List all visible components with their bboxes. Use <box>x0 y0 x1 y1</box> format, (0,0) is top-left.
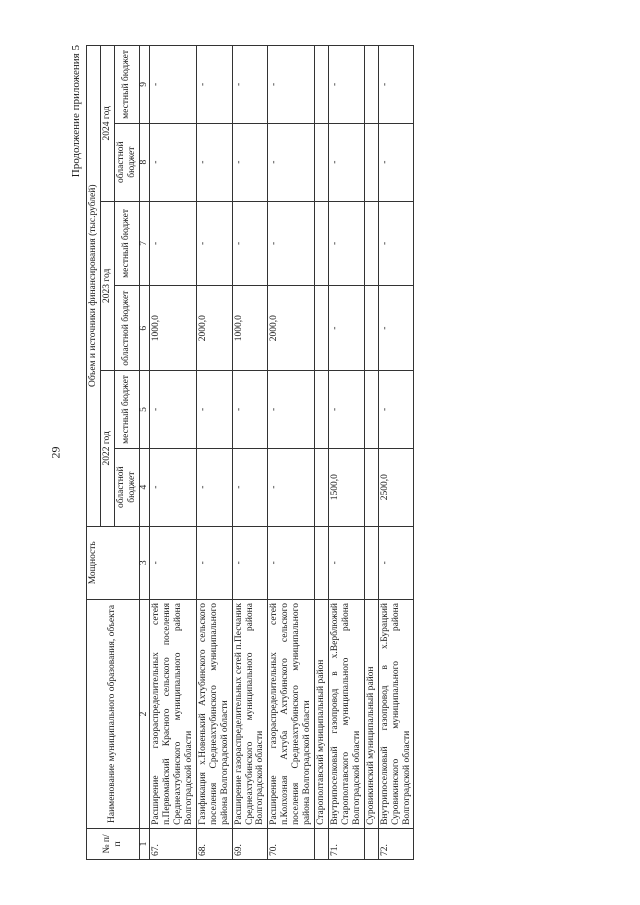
row-local-2022: - <box>268 371 315 449</box>
row-local-2022: - <box>232 371 268 449</box>
header-num: № п/п <box>87 828 140 859</box>
row-regional-2023: 1000,0 <box>150 286 197 371</box>
col-index: 2 <box>139 600 150 829</box>
row-regional-2022: 2500,0 <box>378 448 414 526</box>
table-row <box>150 46 197 860</box>
row-name: Расширение газораспределительных сетей п.Колхозная Ахтуба Ахтубинского сельского поселения Среднеахтубинского муниципального района Волгоградской области <box>268 600 315 829</box>
row-local-2024: - <box>196 46 232 124</box>
header-year-2023: 2023 год <box>100 201 114 371</box>
col-index: 3 <box>139 526 150 599</box>
row-regional-2023: 2000,0 <box>268 286 315 371</box>
continuation-label: Продолжение приложения 5 <box>70 45 82 178</box>
col-index: 9 <box>139 46 150 124</box>
section-row <box>315 46 329 860</box>
row-regional-2023: - <box>378 286 414 371</box>
col-index: 4 <box>139 448 150 526</box>
row-capacity: - <box>150 526 197 599</box>
row-capacity: - <box>232 526 268 599</box>
row-local-2024: - <box>150 46 197 124</box>
row-name: Внутрипоселковый газопровод в х.Бурацкий Суровикинского муниципального района Волгоградской области <box>378 600 414 829</box>
row-regional-2022: - <box>196 448 232 526</box>
rotated-page-content <box>70 45 580 860</box>
col-index: 8 <box>139 123 150 201</box>
row-local-2024: - <box>232 46 268 124</box>
section-name: Старополтавский муниципальный район <box>315 600 329 829</box>
row-local-2024: - <box>268 46 315 124</box>
row-regional-2024: - <box>378 123 414 201</box>
row-local-2023: - <box>378 201 414 286</box>
table-row <box>232 46 268 860</box>
row-local-2023: - <box>268 201 315 286</box>
row-local-2022: - <box>329 371 365 449</box>
table-row <box>268 46 315 860</box>
header-year-2022: 2022 год <box>100 371 114 526</box>
header-regional-2024: областной бюджет <box>114 123 139 201</box>
row-local-2023: - <box>329 201 365 286</box>
row-name: Расширение газораспределительных сетей п.Первомайский Красного сельского поселения Среднеахтубинского муниципального района Волгоградской области <box>150 600 197 829</box>
row-local-2024: - <box>329 46 365 124</box>
section-row <box>364 46 378 860</box>
row-num: 67. <box>150 828 197 859</box>
row-capacity: - <box>268 526 315 599</box>
header-finance: Объем и источники финансирования (тыс.рублей) <box>87 46 101 527</box>
row-regional-2023: 1000,0 <box>232 286 268 371</box>
row-regional-2023: - <box>329 286 365 371</box>
header-regional-2022: областной бюджет <box>114 448 139 526</box>
table-row <box>378 46 414 860</box>
row-regional-2024: - <box>232 123 268 201</box>
col-index: 1 <box>139 828 150 859</box>
row-local-2022: - <box>196 371 232 449</box>
row-regional-2024: - <box>329 123 365 201</box>
row-capacity: - <box>329 526 365 599</box>
row-regional-2024: - <box>268 123 315 201</box>
row-local-2022: - <box>378 371 414 449</box>
header-local-2023: местный бюджет <box>114 201 139 286</box>
row-local-2023: - <box>232 201 268 286</box>
section-name: Суровикинский муниципальный район <box>364 600 378 829</box>
header-local-2024: местный бюджет <box>114 46 139 124</box>
row-num: 70. <box>268 828 315 859</box>
header-regional-2023: областной бюджет <box>114 286 139 371</box>
row-num: 71. <box>329 828 365 859</box>
row-num: 68. <box>196 828 232 859</box>
table-row <box>196 46 232 860</box>
col-index: 6 <box>139 286 150 371</box>
row-regional-2023: 2000,0 <box>196 286 232 371</box>
page-number: 29 <box>48 446 63 459</box>
row-local-2024: - <box>378 46 414 124</box>
row-regional-2022: - <box>232 448 268 526</box>
header-year-2024: 2024 год <box>100 46 114 202</box>
row-regional-2022: - <box>268 448 315 526</box>
row-regional-2024: - <box>150 123 197 201</box>
financing-table <box>86 45 414 860</box>
row-name: Расширение газораспределительных сетей п.Песчаник Среднеахтубинского муниципального района Волгоградской области <box>232 600 268 829</box>
row-regional-2022: - <box>150 448 197 526</box>
header-capacity: Мощность <box>87 526 140 599</box>
row-regional-2024: - <box>196 123 232 201</box>
row-name: Внутрипоселковый газопровод в х.Верблюжий Старополтавского муниципального района Волгоградской области <box>329 600 365 829</box>
row-name: Газификация х.Новенький Ахтубинского сельского поселения Среднеахтубинского муниципального района Волгоградской области <box>196 600 232 829</box>
header-name: Наименование муниципального образования, объекта <box>87 600 140 829</box>
row-capacity: - <box>378 526 414 599</box>
row-capacity: - <box>196 526 232 599</box>
table-row <box>329 46 365 860</box>
row-local-2023: - <box>196 201 232 286</box>
row-local-2023: - <box>150 201 197 286</box>
row-num: 69. <box>232 828 268 859</box>
col-index: 5 <box>139 371 150 449</box>
row-local-2022: - <box>150 371 197 449</box>
col-index: 7 <box>139 201 150 286</box>
row-regional-2022: 1500,0 <box>329 448 365 526</box>
header-local-2022: местный бюджет <box>114 371 139 449</box>
row-num: 72. <box>378 828 414 859</box>
